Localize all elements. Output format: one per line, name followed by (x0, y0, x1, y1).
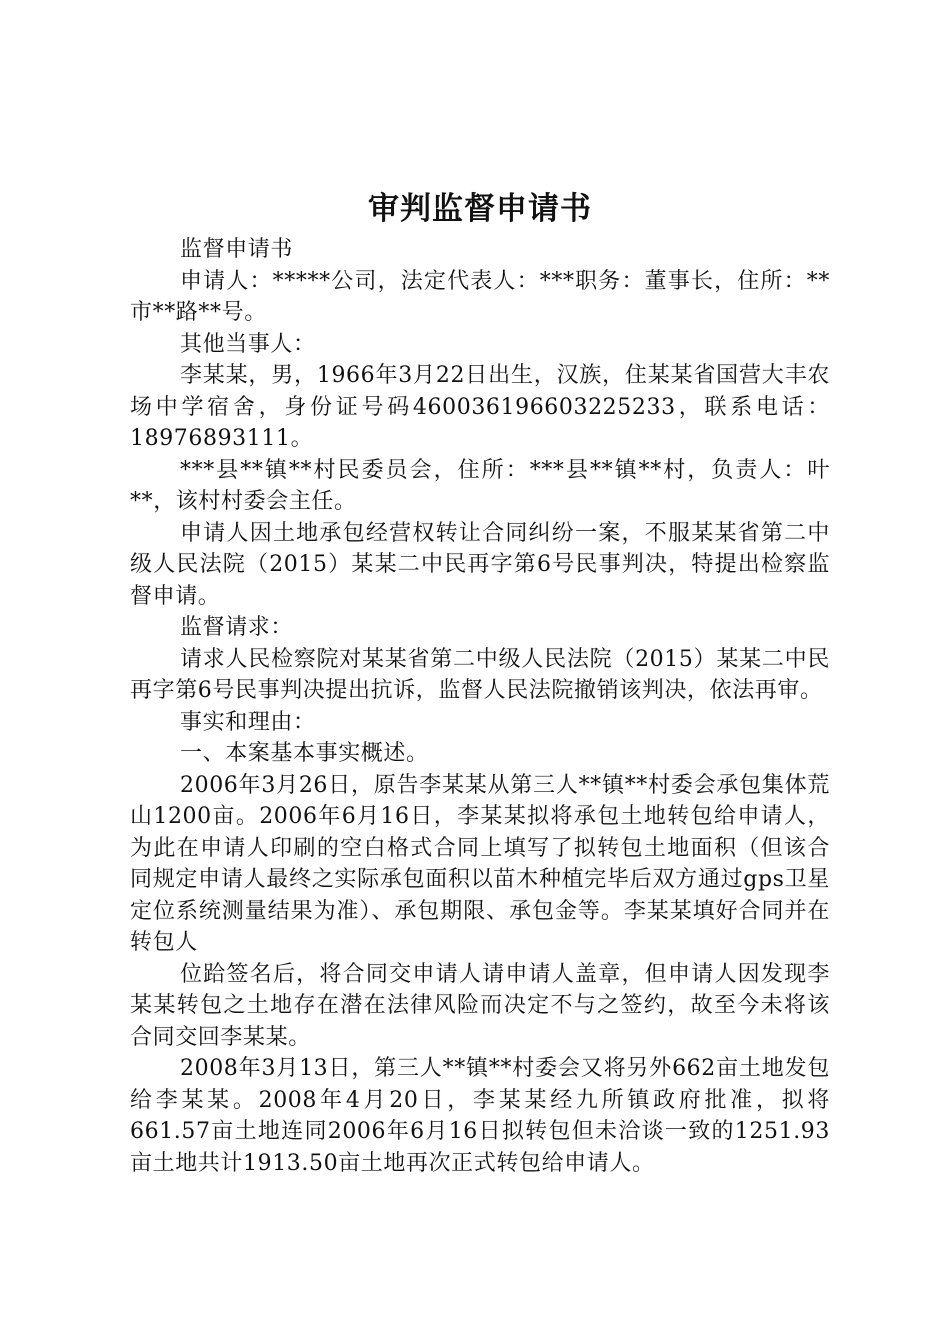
paragraph-facts-2006: 2006年3月26日，原告李某某从第三人**镇**村委会承包集体荒山1200亩。2006年6月16日，李某某拟将承包土地转包给申请人，为此在申请人印刷的空白格式合同上填写了拟转包土地面积（但该合同规定申请人最终之实际承包面积以苗木种植完毕后双方通过gps卫星定位系统测量结果为准）、承包期限、承包金等。李某某填好合同并在转包人 (130, 772, 830, 955)
paragraph-facts-heading: 事实和理由： (180, 709, 316, 735)
paragraph-request-heading: 监督请求： (180, 615, 294, 640)
paragraph-other-parties-heading: 其他当事人： (180, 331, 316, 357)
paragraph-facts-signing: 位跲签名后，将合同交申请人请申请人盖章，但申请人因发现李某某转包之土地存在潜在法律风险而决定不与之签约，故至今未将该合同交回李某某。 (130, 961, 830, 1050)
paragraph-party-village: ***县**镇**村民委员会，住所：***县**镇**村，负责人：叶**，该村村委会主任。 (130, 457, 830, 514)
paragraph-section-one: 一、本案基本事实概述。 (180, 741, 429, 766)
paragraph-applicant: 申请人：*****公司，法定代表人：***职务：董事长，住所：**市**路**号。 (130, 268, 830, 325)
paragraph-party-li: 李某某，男，1966年3月22日出生，汉族，住某某省国营大丰农场中学宿舍，身份证号码460036196603225233，联系电话：18976893111。 (130, 363, 830, 451)
paragraph-heading: 监督申请书 (180, 237, 294, 262)
paragraph-facts-2008: 2008年3月13日，第三人**镇**村委会又将另外662亩土地发包给李某某。2008年4月20日，李某某经九所镇政府批准，拟将661.57亩土地连同2006年6月16日拟转包但未洽谈一致的1251.93亩土地共计1913.50亩土地再次正式转包给申请人。 (130, 1056, 830, 1176)
paragraph-case-summary: 申请人因土地承包经营权转让合同纠纷一案，不服某某省第二中级人民法院（2015）某某二中民再字第6号民事判决，特提出检察监督申请。 (130, 520, 830, 609)
document-page (130, 186, 830, 1179)
paragraph-request: 请求人民检察院对某某省第二中级人民法院（2015）某某二中民再字第6号民事判决提出抗诉，监督人民法院撤销该判决，依法再审。 (130, 646, 830, 703)
document-title: 审判监督申请书 (368, 191, 592, 227)
